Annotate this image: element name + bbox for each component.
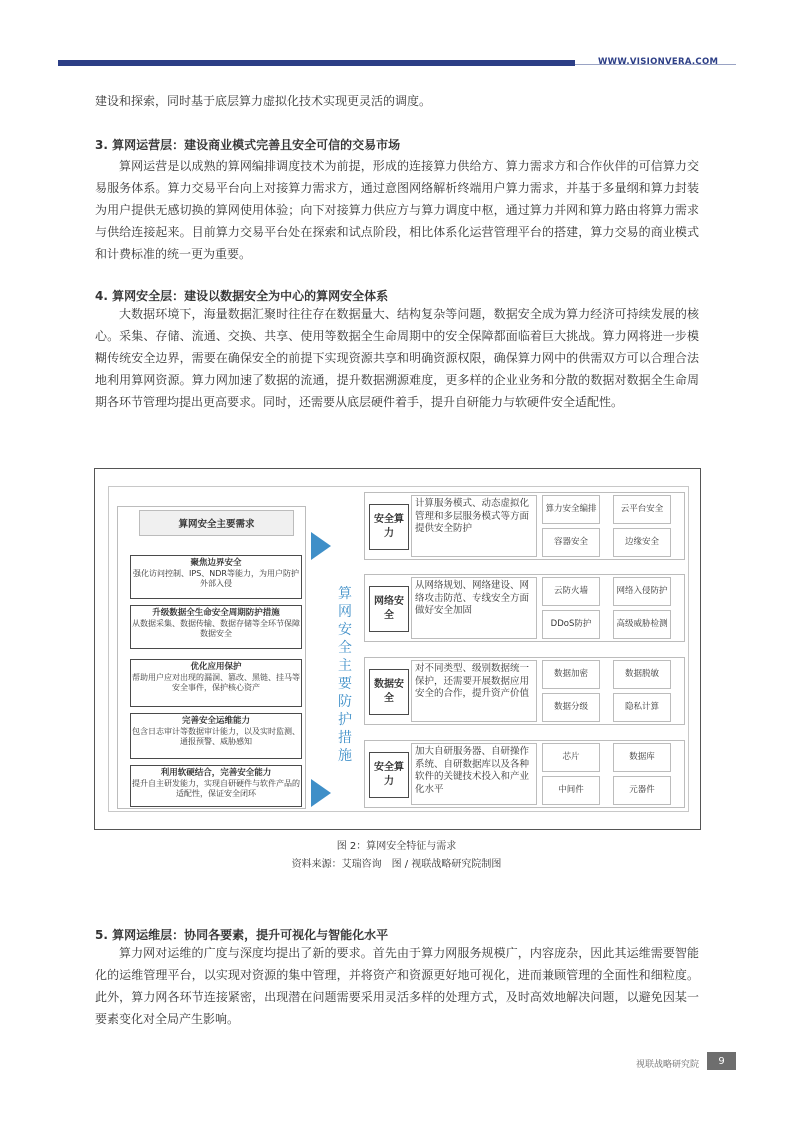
measure-row [364,657,685,725]
figure-caption [0,838,793,874]
measure-chip: 高级威胁检测 [613,610,671,639]
arrow-icon [311,532,331,560]
need-desc: 提升自主研发能力，实现自研硬件与软件产品的适配性，保证安全闭环 [132,778,300,798]
intro-paragraph: 建设和探索，同时基于底层算力虚拟化技术实现更灵活的调度。 [95,94,432,108]
needs-panel [117,506,306,809]
need-desc: 包含日志审计等数据审计能力，以及实时监测、通报预警、威胁感知 [132,726,300,746]
row-description: 计算服务模式、动态虚拟化管理和多层服务模式等方面提供安全防护 [411,495,537,557]
need-title: 利用软硬结合，完善安全能力 [160,768,272,778]
header-bar [58,60,575,66]
measure-chip: 数据加密 [542,660,600,689]
measure-row [364,740,685,808]
footer-org: 视联战略研究院 [636,1060,700,1070]
measure-chip: 算力安全编排 [542,495,600,524]
measure-chip: DDoS防护 [542,610,600,639]
measure-chip: 元器件 [613,776,671,805]
need-item [130,555,302,599]
row-label: 数据安全 [369,669,409,715]
section-4-heading: 4. 算网安全层：建设以数据安全为中心的算网安全体系 [95,289,389,303]
figure-frame [108,486,689,812]
section-5-heading: 5. 算网运维层：协同各要素，提升可视化与智能化水平 [95,928,389,942]
measure-chip: 云防火墙 [542,577,600,606]
need-item [130,659,302,707]
row-description: 加大自研服务器、自研操作系统、自研数据库以及各种软件的关键技术投入和产业化水平 [411,743,537,805]
row-label: 安全算力 [369,504,409,550]
need-item [130,713,302,759]
site-url[interactable]: WWW.VISIONVERA.COM [598,57,719,67]
measure-chip: 数据脱敏 [613,660,671,689]
page-number: 9 [707,1052,736,1070]
caption-source: 资料来源：艾瑞咨询 图 / 视联战略研究院制图 [291,859,502,870]
measure-chip: 数据库 [613,743,671,772]
measure-chip: 中间件 [542,776,600,805]
measure-chip: 网络入侵防护 [613,577,671,606]
need-title: 优化应用保护 [190,662,242,672]
measures-vertical-title: 算 网 安 全 主 要 防 护 措 施 [338,586,352,764]
row-label: 网络安全 [369,586,409,632]
section-3-heading: 3. 算网运营层：建设商业模式完善且安全可信的交易市场 [95,138,401,152]
measure-row [364,574,685,642]
measure-chip: 隐私计算 [613,693,671,722]
needs-title: 算网安全主要需求 [139,510,294,536]
section-4-paragraph: 大数据环境下，海量数据汇聚时往往存在数据量大、结构复杂等问题，数据安全成为算力经济可持续发展的核心。采集、存储、流通、交换、共享、使用等数据全生命周期中的安全保障都面临着巨大挑战。算力网将进一步模糊传统安全边界，需要在确保安全的前提下实现资源共享和明确资源权限，确保算力网中的供需双方可以合理合法地利用算网资源。算力网加速了数据的流通，提升数据溯源难度，更多样的企业业务和分散的数据对数据全生命周期各环节管理均提出更高要求。同时，还需要从底层硬件着手，提升自研能力与软硬件安全适配性。 [95,307,699,409]
measure-row [364,492,685,560]
need-desc: 帮助用户应对出现的漏洞、篡改、黑链、挂马等安全事件，保护核心资产 [132,672,300,692]
need-title: 完善安全运维能力 [181,716,250,726]
need-item [130,765,302,807]
need-title: 升级数据全生命安全周期防护措施 [152,608,280,618]
need-item [130,605,302,649]
measure-chip: 容器安全 [542,528,600,557]
measure-chip: 数据分级 [542,693,600,722]
measure-chip: 边缘安全 [613,528,671,557]
measure-chip: 云平台安全 [613,495,671,524]
section-5-paragraph: 算力网对运维的广度与深度均提出了新的要求。首先由于算力网服务规模广，内容庞杂，因此其运维需要智能化的运维管理平台，以实现对资源的集中管理，并将资产和资源更好地可视化，进而兼顾管理的全面性和细粒度。此外，算力网各环节连接紧密，出现潜在问题需要采用灵活多样的处理方式，及时高效地解决问题，以避免因某一要素变化对全局产生影响。 [95,946,699,1026]
need-desc: 从数据采集、数据传输、数据存储等全环节保障数据安全 [132,618,300,638]
row-label: 安全算力 [369,752,409,798]
row-description: 从网络规划、网络建设、网络攻击防范、专线安全方面做好安全加固 [411,577,537,639]
caption-title: 图 2：算网安全特征与需求 [336,841,457,852]
need-title: 聚焦边界安全 [190,558,242,568]
arrow-icon [311,779,331,807]
row-description: 对不同类型、级别数据统一保护，还需要开展数据应用安全的合作，提升资产价值 [411,660,537,722]
need-desc: 强化访问控制、IPS、NDR等能力，为用户防护外部入侵 [133,568,299,588]
measure-chip: 芯片 [542,743,600,772]
section-3-paragraph: 算网运营是以成熟的算网编排调度技术为前提，形成的连接算力供给方、算力需求方和合作伙伴的可信算力交易服务体系。算力交易平台向上对接算力需求方，通过意图网络解析终端用户算力需求，并基于多量纲和算力封装为用户提供无感切换的算网使用体验；向下对接算力供应方与算力调度中枢，通过算力并网和算力路由将算力需求与供给连接起来。目前算力交易平台处在探索和试点阶段，相比体系化运营管理平台的搭建，算力交易的商业模式和计费标准的统一更为重要。 [95,159,699,261]
security-figure [94,468,701,830]
